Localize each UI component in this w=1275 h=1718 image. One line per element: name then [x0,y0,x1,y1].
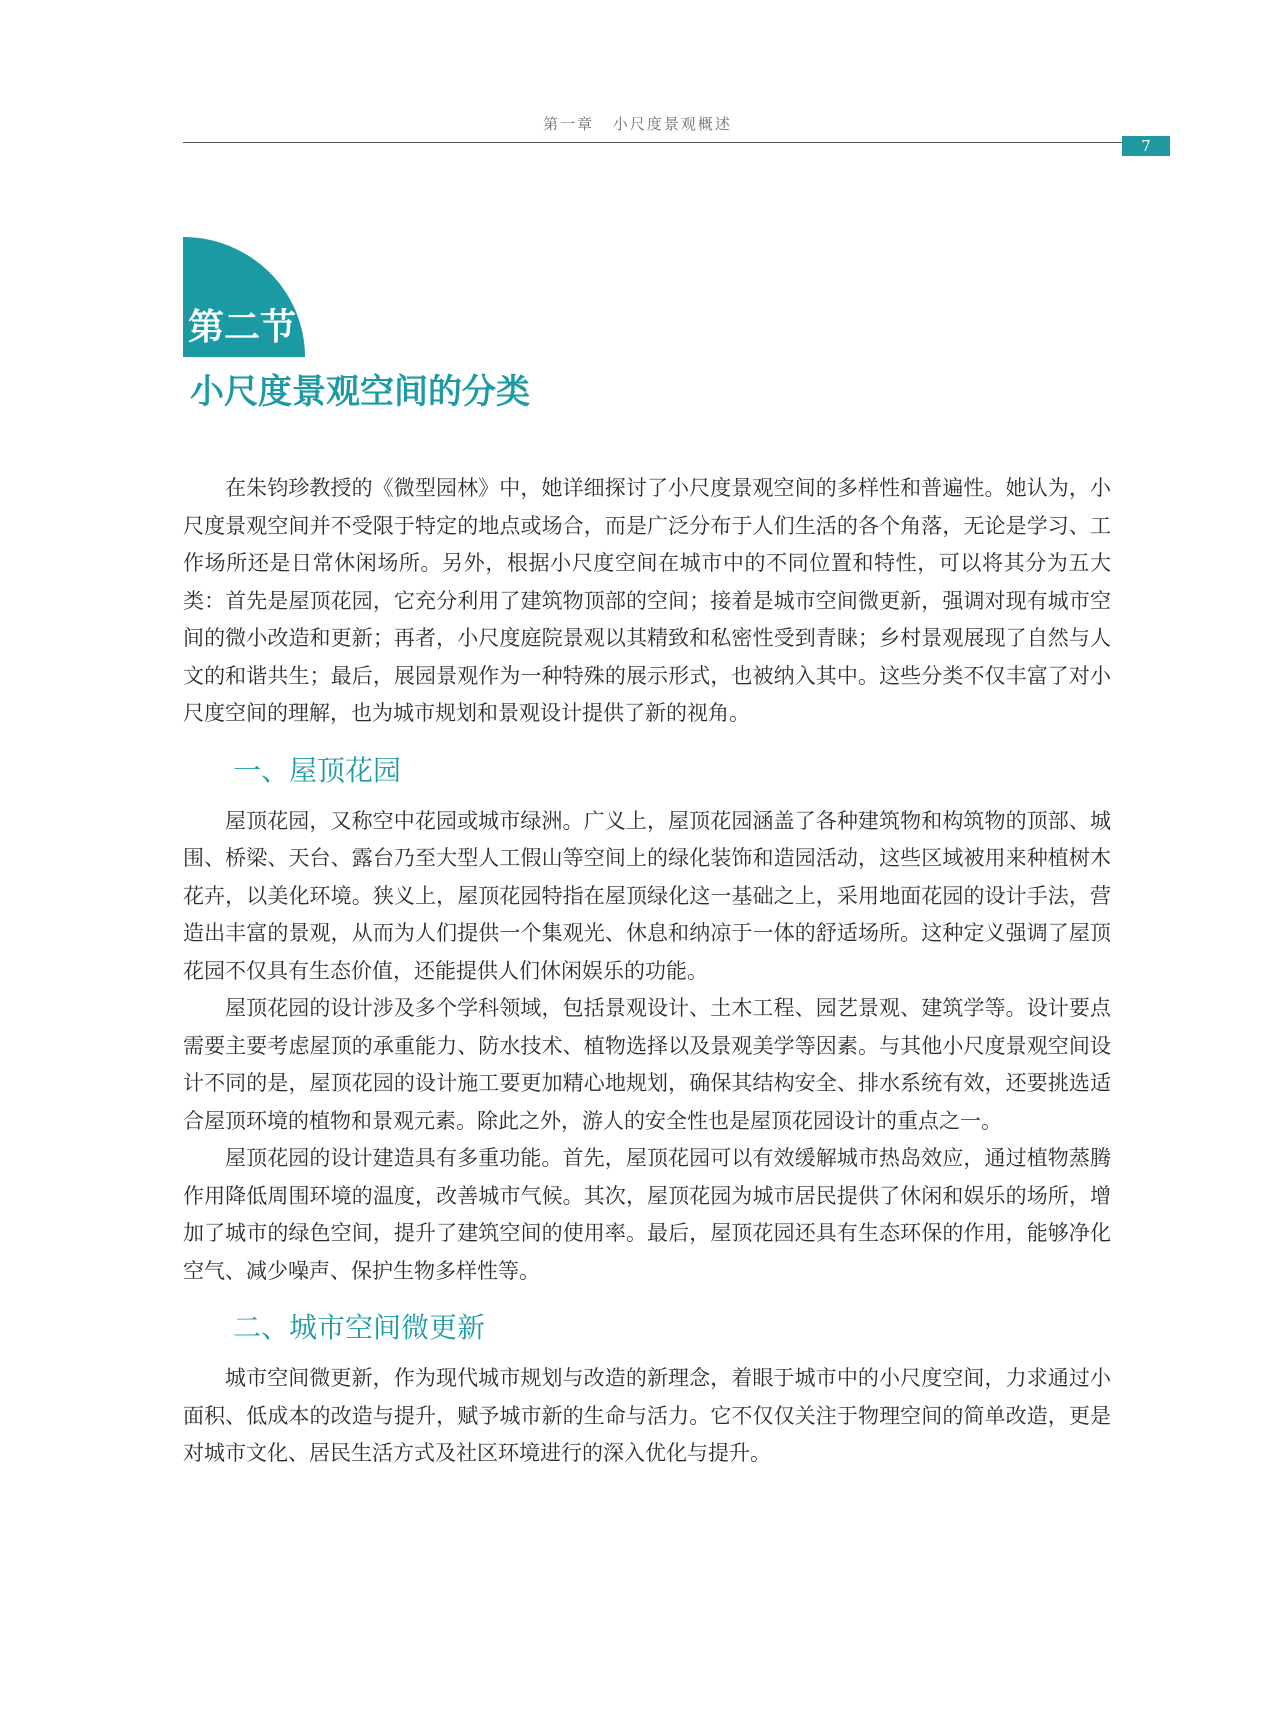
page-number: 7 [1122,136,1170,156]
micro-renewal-paragraph-1: 城市空间微更新，作为现代城市规划与改造的新理念，着眼于城市中的小尺度空间，力求通过小面积、低成本的改造与提升，赋予城市新的生命与活力。它不仅仅关注于物理空间的简单改造，更是对城市文化、居民生活方式及社区环境进行的深入优化与提升。 [183,1366,1111,1465]
subsection-heading-urban-micro-renewal: 二、城市空间微更新 [233,1311,486,1344]
subsection-heading-rooftop-garden: 一、屋顶花园 [233,753,402,787]
chapter-label: 第一章 [543,115,595,133]
chapter-title: 小尺度景观概述 [612,115,732,133]
rooftop-paragraph-2: 屋顶花园的设计涉及多个学科领域，包括景观设计、土木工程、园艺景观、建筑学等。设计要点需要主要考虑屋顶的承重能力、防水技术、植物选择以及景观美学等因素。与其他小尺度景观空间设计不同的是，屋顶花园的设计施工要更加精心地规划，确保其结构安全、排水系统有效，还要挑选适合屋顶环境的植物和景观元素。除此之外，游人的安全性也是屋顶花园设计的重点之一。 [183,996,1111,1133]
rooftop-paragraph-3: 屋顶花园的设计建造具有多重功能。首先，屋顶花园可以有效缓解城市热岛效应，通过植物蒸腾作用降低周围环境的温度，改善城市气候。其次，屋顶花园为城市居民提供了休闲和娱乐的场所，增加了城市的绿色空间，提升了建筑空间的使用率。最后，屋顶花园还具有生态环保的作用，能够净化空气、减少噪声、保护生物多样性等。 [183,1146,1111,1283]
intro-paragraph: 在朱钧珍教授的《微型园林》中，她详细探讨了小尺度景观空间的多样性和普遍性。她认为，小尺度景观空间并不受限于特定的地点或场合，而是广泛分布于人们生活的各个角落，无论是学习、工作场所还是日常休闲场所。另外，根据小尺度空间在城市中的不同位置和特性，可以将其分为五大类：首先是屋顶花园，它充分利用了建筑物顶部的空间；接着是城市空间微更新，强调对现有城市空间的微小改造和更新；再者，小尺度庭院景观以其精致和私密性受到青睐；乡村景观展现了自然与人文的和谐共生；最后，展园景观作为一种特殊的展示形式，也被纳入其中。这些分类不仅丰富了对小尺度空间的理解，也为城市规划和景观设计提供了新的视角。 [183,476,1111,725]
running-header [0,113,1275,134]
rooftop-paragraph-1: 屋顶花园，又称空中花园或城市绿洲。广义上，屋顶花园涵盖了各种建筑物和构筑物的顶部、城围、桥梁、天台、露台乃至大型人工假山等空间上的绿化装饰和造园活动，这些区域被用来种植树木花卉，以美化环境。狭义上，屋顶花园特指在屋顶绿化这一基础之上，采用地面花园的设计手法，营造出丰富的景观，从而为人们提供一个集观光、休息和纳凉于一体的舒适场所。这种定义强调了屋顶花园不仅具有生态价值，还能提供人们休闲娱乐的功能。 [183,808,1111,983]
section-badge-label: 第二节 [188,307,297,348]
section-title: 小尺度景观空间的分类 [190,372,530,412]
body-content [183,470,1111,1473]
header-rule [183,142,1127,143]
